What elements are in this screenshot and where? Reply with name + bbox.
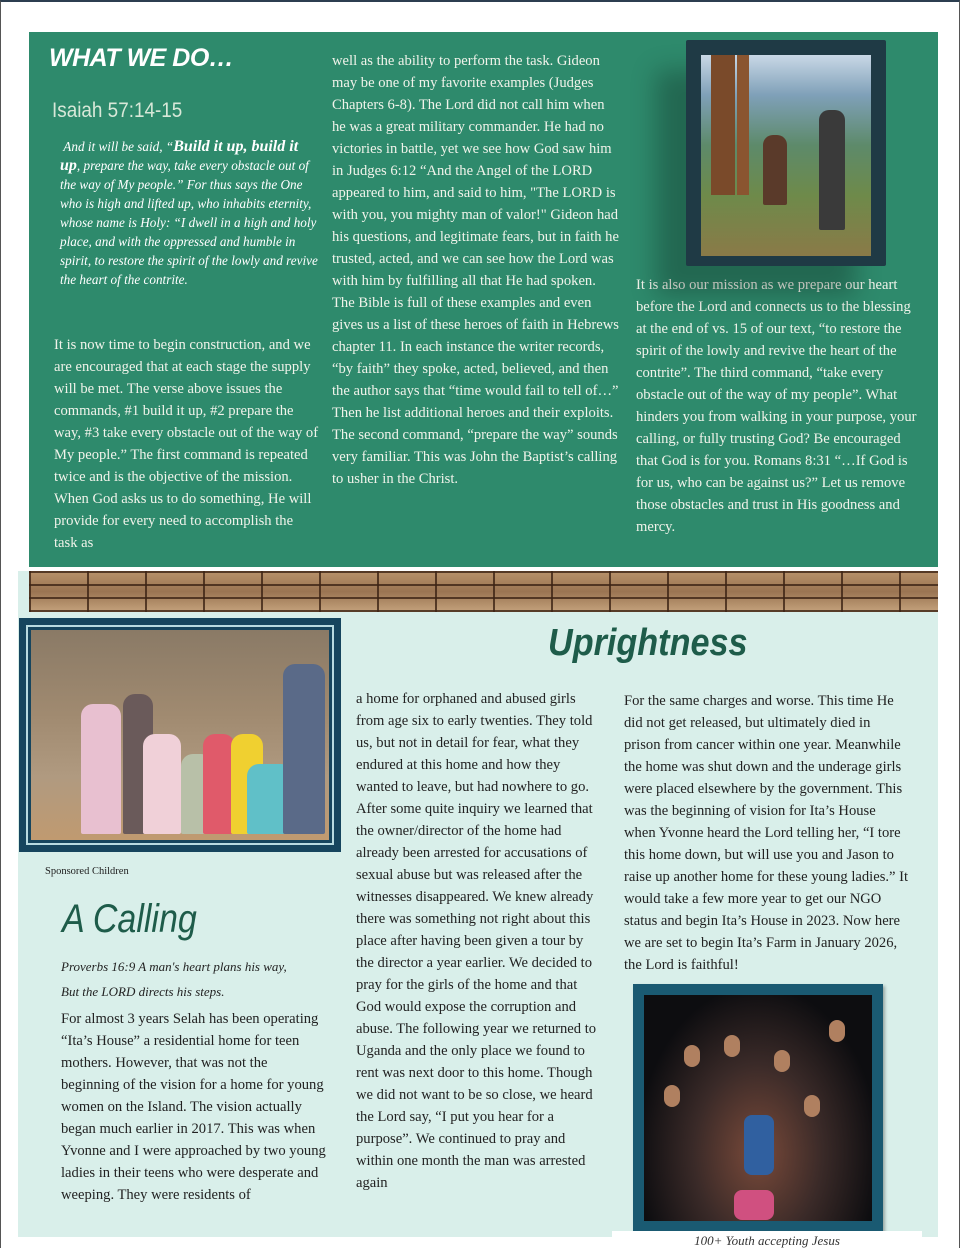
proverb-quote — [61, 954, 331, 1004]
photo-supervisor — [819, 110, 845, 230]
divider-edge — [18, 571, 29, 612]
a-calling-heading: A Calling — [62, 897, 197, 941]
uprightness-column-2: For the same charges and worse. This time He did not get released, but ultimately died in prison from cancer within one year. Meanwhile the home was shut down and the underage girls were placed elsewhere by the government. This was the beginning of vision for Ita’s House when Yvonne heard the Lord telling her, “I tore this home down, but will use you and Jason to raise up another home for these young ladies.” It would take a few more year to get our NGO status and begin Ita’s House in 2023. Now here we are set to begin Ita’s Farm in January 2026, the Lord is faithful! — [624, 693, 909, 973]
photo-raised-hand — [804, 1095, 820, 1117]
uprightness-column-1: a home for orphaned and abused girls from age six to early twenties. They told us, but not in detail for fear, what they endured at this home and how they wanted to leave, but had nowhere to go. After some quite inquiry we learned that the owner/director of the home had already been arrested for accusations of sexual abuse but was released after the witnesses disappeared. We knew already there was something not right about this place after having been given a tour by the director a year earlier. We decided to pray for the girls of the home and that God would expose the corruption and abuse. The following year we returned to Uganda and the only place we found to rent was next door to this home. Though we did not want to be so close, we heard the Lord say, “I put you hear for a purpose”. We continued to pray and within one month the man was arrested again — [356, 691, 597, 1191]
youth-photo — [644, 995, 872, 1221]
children-photo — [31, 630, 329, 840]
photo-tree-trunk — [711, 55, 735, 195]
photo-tree-trunk-2 — [737, 55, 749, 195]
article-column-3: It is also our mission as we prepare our heart before the Lord and connects us to the blessing at the end of vs. 15 of our text, “to restore the spirit of the lowly and revive the heart of the contrite”. The third command, “take every obstacle out of the way of my people”. What hinders you from walking in your purpose, your calling, or fully trusting God? Be encouraged that God is for you. Romans 8:31 “…If God is for us, who can be against us?” Let us remove those obstacles and trust in His goodness and mercy. — [636, 277, 917, 535]
scripture-emphasis: Build it up, build it up — [60, 138, 299, 174]
scripture-reference: Isaiah 57:14-15 — [52, 99, 183, 122]
photo-raised-hand — [664, 1085, 680, 1107]
scripture-rest: , prepare the way, take every obstacle out of the way of My people.” For thus says the One who is high and lifted up, who inhabits eternity, whose name is Holy: “I dwell in a high and holy place, and with the oppressed and humble in spirit, to restore the spirit of the lowly and revive the heart of the contrite. — [60, 158, 318, 287]
tree-cutting-photo — [701, 55, 871, 256]
tree-cutting-photo-frame — [686, 40, 886, 266]
photo-raised-hand — [724, 1035, 740, 1057]
photo-raised-hand — [829, 1020, 845, 1042]
proverb-line-2: But the LORD directs his steps. — [61, 984, 225, 999]
article-column-2: well as the ability to perform the task. Gideon may be one of my favorite examples (Judges Chapters 6-8). The Lord did not call him when he was a great military commander. He had no victories in battle, yet we see how God saw him in Judges 6:12 “And the Angel of the LORD appeared to him, and said to him, "The LORD is with you, you mighty man of valor!" Gideon had his questions, and legitimate fears, but in faith he trusted, acted, and we can see how the Lord was with him by fulfilling all that He had spoken. The Bible is full of these examples and even gives us a list of these heroes of faith in Hebrews chapter 11. In each instance the writer records, “by faith” they spoke, acted, believed, and then the author says that “time would fail to tell of…” Then he list additional heroes and their exploits. The second command, “prepare the way” sounds very familiar. This was John the Baptist’s calling to usher in the Christ. — [332, 53, 619, 487]
youth-photo-caption: 100+ Youth accepting Jesus — [612, 1231, 922, 1250]
stone-wall-divider — [29, 571, 938, 612]
scripture-intro: And it will be said, “ — [63, 139, 174, 154]
children-photo-frame — [19, 618, 341, 852]
scripture-quote — [60, 137, 322, 289]
photo-raised-hand — [774, 1050, 790, 1072]
photo-child — [143, 734, 181, 834]
children-photo-mat — [26, 625, 334, 845]
photo-child — [283, 664, 325, 834]
youth-photo-frame — [633, 984, 883, 1232]
photo-raised-hand — [744, 1115, 774, 1175]
proverb-line-1: Proverbs 16:9 A man's heart plans his way, — [61, 959, 287, 974]
photo-raised-hand — [734, 1190, 774, 1220]
calling-text: For almost 3 years Selah has been operating “Ita’s House” a residential home for teen mothers. However, that was not the beginning of the vision for a home for young women on the Island. The vision actually began much earlier in 2017. This was when Yvonne and I were approached by two young ladies in their teens who were desperate and weeping. They were residents of — [61, 1011, 326, 1203]
children-photo-caption: Sponsored Children — [45, 866, 129, 877]
photo-worker — [763, 135, 787, 205]
photo-raised-hand — [684, 1045, 700, 1067]
what-we-do-heading: WHAT WE DO… — [49, 44, 234, 72]
article-column-1: It is now time to begin construction, and we are encouraged that at each stage the supply will be met. The verse above issues the commands, #1 build it up, #2 prepare the way, #3 take every obstacle out of the way of My people.” The first command is repeated twice and is the objective of the mission. When God asks us to do something, He will provide for every need to accomplish the task as — [54, 337, 319, 551]
photo-child — [81, 704, 121, 834]
uprightness-heading: Uprightness — [548, 622, 748, 664]
